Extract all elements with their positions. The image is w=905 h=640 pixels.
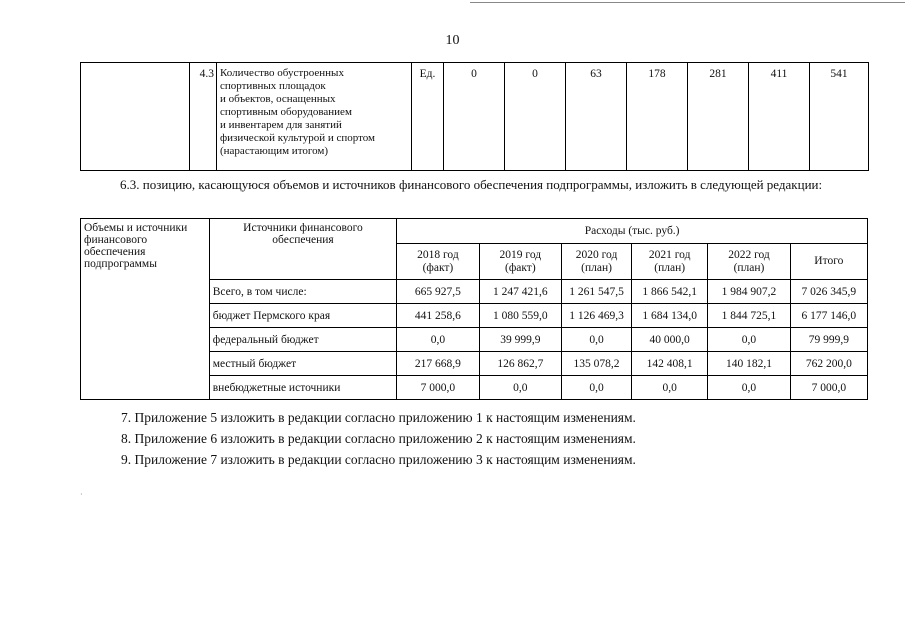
value-cell: 217 668,9 — [397, 352, 479, 376]
value-cell: 0,0 — [397, 328, 479, 352]
value-cell: 140 182,1 — [708, 352, 790, 376]
value-cell: 142 408,1 — [632, 352, 708, 376]
sources-header-cell: Источники финансового обеспечения — [209, 219, 396, 280]
value-cell: 0,0 — [632, 376, 708, 400]
indicator-table — [80, 62, 869, 171]
value-cell: 1 126 469,3 — [562, 304, 632, 328]
source-label: Всего, в том числе: — [209, 280, 396, 304]
value-cell: 135 078,2 — [562, 352, 632, 376]
year-header: 2019 год (факт) — [479, 244, 561, 280]
value-cell: 1 247 421,6 — [479, 280, 561, 304]
financing-table — [80, 218, 868, 400]
paragraph-7: 7. Приложение 5 изложить в редакции согласно приложению 1 к настоящим изменениям. — [121, 410, 636, 425]
value-cell: 40 000,0 — [632, 328, 708, 352]
value-cell: 0,0 — [708, 376, 790, 400]
value-cell: 0 — [505, 63, 566, 171]
value-cell: 126 862,7 — [479, 352, 561, 376]
page-number: 10 — [445, 33, 460, 48]
value-cell: 1 684 134,0 — [632, 304, 708, 328]
source-label: внебюджетные источники — [209, 376, 396, 400]
value-cell: 541 — [810, 63, 869, 171]
year-header: 2020 год (план) — [562, 244, 632, 280]
value-cell: 1 844 725,1 — [708, 304, 790, 328]
total-cell: 762 200,0 — [790, 352, 867, 376]
table-row — [81, 219, 868, 244]
value-cell: 0,0 — [562, 376, 632, 400]
indicator-number: 4.3 — [190, 63, 217, 171]
value-cell: 441 258,6 — [397, 304, 479, 328]
value-cell: 7 000,0 — [397, 376, 479, 400]
row-header-cell: Объемы и источники финансового обеспечения подпрограммы — [81, 219, 210, 400]
year-header: 2018 год (факт) — [397, 244, 479, 280]
total-cell: 79 999,9 — [790, 328, 867, 352]
total-cell: 7 026 345,9 — [790, 280, 867, 304]
value-cell: 1 080 559,0 — [479, 304, 561, 328]
value-cell: 0,0 — [562, 328, 632, 352]
source-label: бюджет Пермского края — [209, 304, 396, 328]
value-cell: 63 — [566, 63, 627, 171]
clause-6-3: 6.3. позицию, касающуюся объемов и источников финансового обеспечения подпрограммы, изложить в следующей редакции: — [120, 177, 823, 192]
empty-cell — [81, 63, 190, 171]
value-cell: 0,0 — [479, 376, 561, 400]
scan-speck: · — [80, 490, 83, 499]
value-cell: 411 — [749, 63, 810, 171]
year-header: 2022 год (план) — [708, 244, 790, 280]
value-cell: 1 984 907,2 — [708, 280, 790, 304]
paragraph-8: 8. Приложение 6 изложить в редакции согласно приложению 2 к настоящим изменениям. — [121, 431, 636, 446]
total-cell: 7 000,0 — [790, 376, 867, 400]
source-label: федеральный бюджет — [209, 328, 396, 352]
indicator-description: Количество обустроенных спортивных площадок и объектов, оснащенных спортивным оборудованием и инвентарем для занятий физической культурой и спортом (нарастающим итогом) — [217, 63, 412, 171]
value-cell: 0 — [444, 63, 505, 171]
value-cell: 1 261 547,5 — [562, 280, 632, 304]
unit-cell: Ед. — [412, 63, 444, 171]
table-row — [81, 63, 869, 171]
value-cell: 0,0 — [708, 328, 790, 352]
top-edge-line — [470, 2, 905, 3]
value-cell: 665 927,5 — [397, 280, 479, 304]
total-cell: 6 177 146,0 — [790, 304, 867, 328]
value-cell: 1 866 542,1 — [632, 280, 708, 304]
value-cell: 178 — [627, 63, 688, 171]
source-label: местный бюджет — [209, 352, 396, 376]
value-cell: 281 — [688, 63, 749, 171]
paragraph-9: 9. Приложение 7 изложить в редакции согласно приложению 3 к настоящим изменениям. — [121, 452, 636, 467]
value-cell: 39 999,9 — [479, 328, 561, 352]
expenses-header: Расходы (тыс. руб.) — [397, 219, 868, 244]
year-header: 2021 год (план) — [632, 244, 708, 280]
total-header: Итого — [790, 244, 867, 280]
